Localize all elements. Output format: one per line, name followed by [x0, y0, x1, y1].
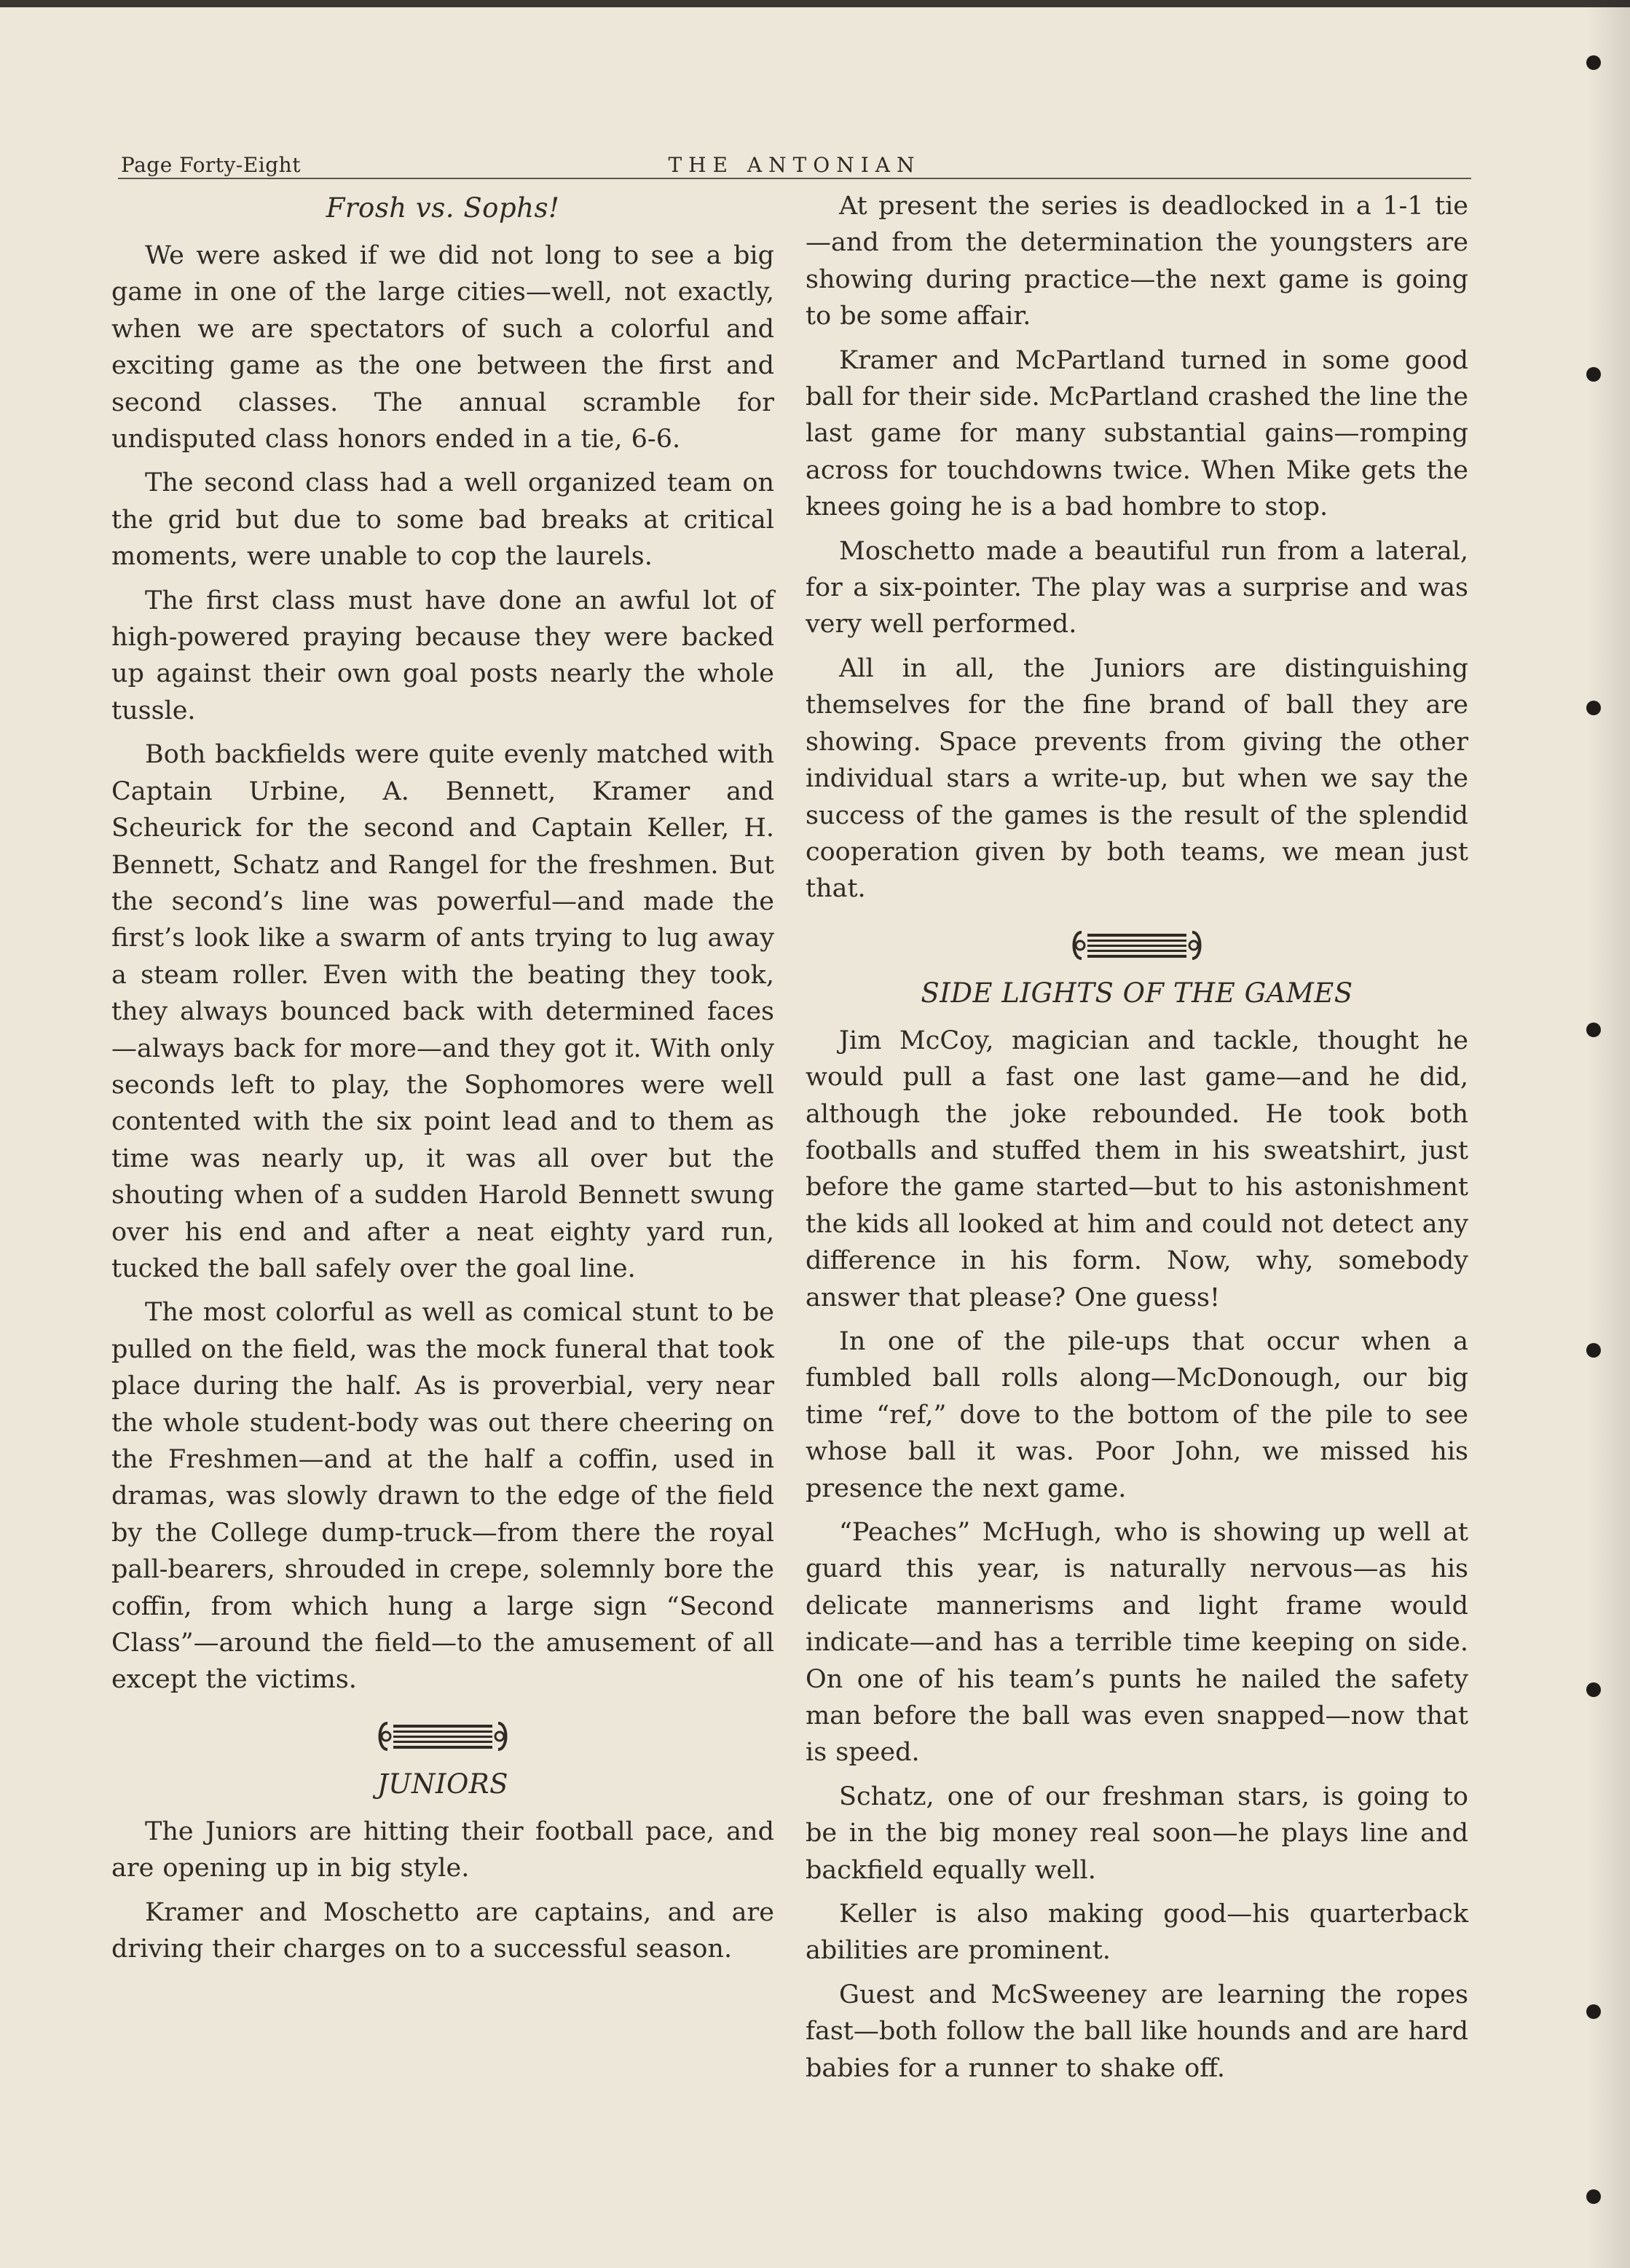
- article-paragraph: At present the series is deadlocked in a 1-1 tie—and from the determination the youngsters are showing during practice—the next game is going to be some affair.: [806, 192, 1468, 331]
- binding-hole: [1586, 1343, 1601, 1358]
- scan-page-edge-shadow: [1586, 0, 1630, 2268]
- article-paragraph: The first class must have done an awful lot of high-powered praying because they were backed up against their own goal posts nearly the whole tussle.: [111, 586, 774, 725]
- page-number-label: Page Forty-Eight: [121, 153, 301, 177]
- juniors-heading: JUNIORS: [377, 1768, 509, 1800]
- binding-hole: [1586, 701, 1601, 715]
- article-paragraph: Moschetto made a beautiful run from a lateral, for a six-pointer. The play was a surprise and was very well performed.: [806, 536, 1468, 639]
- article-paragraph: Jim McCoy, magician and tackle, thought he would pull a fast one last game—and he did, although the joke rebounded. He took both footballs and stuffed them in his sweatshirt, just before the game started—but to his astonishment the kids all looked at him and could not detect any difference in his form. Now, why, somebody answer that please? One guess!: [806, 1025, 1468, 1312]
- article-paragraph: The second class had a well organized team on the grid but due to some bad breaks at critical moments, were unable to cop the laurels.: [111, 468, 774, 572]
- article-paragraph: We were asked if we did not long to see a big game in one of the large cities—well, not exactly, when we are spectators of such a colorful and exciting game as the one between the first and second classes. The annual scramble for undisputed class honors ended in a tie, 6-6.: [111, 241, 774, 454]
- scroll-ornament-icon: [1066, 925, 1208, 966]
- frosh-vs-sophs-heading: Frosh vs. Sophs!: [326, 192, 560, 224]
- binding-hole: [1586, 55, 1601, 70]
- page-header: [118, 150, 1471, 176]
- article-paragraph: All in all, the Juniors are distinguishing themselves for the fine brand of ball they are showing. Space prevents from giving the other individual stars a write-up, but when we say the success of the games is the result of the splendid cooperation given by both teams, we mean just that.: [806, 653, 1468, 904]
- binding-hole: [1586, 2189, 1601, 2204]
- side-lights-heading: SIDE LIGHTS OF THE GAMES: [921, 977, 1353, 1009]
- article-paragraph: Guest and McSweeney are learning the ropes fast—both follow the ball like hounds and are hard babies for a runner to shake off.: [806, 1980, 1468, 2083]
- right-column: [806, 188, 1468, 2094]
- binding-hole: [1586, 1023, 1601, 1037]
- binding-hole: [1586, 1682, 1601, 1697]
- article-paragraph: Schatz, one of our freshman stars, is going to be in the big money real soon—he plays line and backfield equally well.: [806, 1781, 1468, 1885]
- article-paragraph: Kramer and McPartland turned in some good ball for their side. McPartland crashed the line the last game for many substantial gains—romping across for touchdowns twice. When Mike gets the knees going he is a bad hombre to stop.: [806, 345, 1468, 522]
- masthead-title: THE ANTONIAN: [668, 153, 921, 177]
- binding-hole: [1586, 367, 1601, 382]
- scan-top-edge: [0, 0, 1630, 7]
- article-paragraph: The most colorful as well as comical stunt to be pulled on the field, was the mock funeral that took place during the half. As is proverbial, very near the whole student-body was out there cheering on the Freshmen—and at the half a coffin, used in dramas, was slowly drawn to the edge of the field by the College dump-truck—from there the royal pall-bearers, shrouded in crepe, solemnly bore the coffin, from which hung a large sign “Second Class”—around the field—to the amusement of all except the victims.: [111, 1298, 774, 1695]
- article-paragraph: The Juniors are hitting their football pace, and are opening up in big style.: [111, 1816, 774, 1883]
- article-paragraph: Both backfields were quite evenly matched with Captain Urbine, A. Bennett, Kramer and Scheurick for the second and Captain Keller, H. Bennett, Schatz and Rangel for the freshmen. But the second’s line was powerful—and made the first’s look like a swarm of ants trying to lug away a steam roller. Even with the beating they took, they always bounced back with determined faces—always back for more—and they got it. With only seconds left to play, the Sophomores were well contented with the six point lead and to them as time was nearly up, it was all over but the shouting when of a sudden Harold Bennett swung over his end and after a neat eighty yard run, tucked the ball safely over the goal line.: [111, 740, 774, 1283]
- left-column: [111, 188, 774, 1974]
- header-rule: [118, 178, 1471, 179]
- article-paragraph: “Peaches” McHugh, who is showing up well at guard this year, is naturally nervous—as his delicate mannerisms and light frame would indicate—and has a terrible time keeping on side. On one of his team’s punts he nailed the safety man before the ball was even snapped—now that is speed.: [806, 1518, 1468, 1768]
- article-paragraph: Kramer and Moschetto are captains, and are driving their charges on to a successful season.: [111, 1897, 774, 1964]
- article-paragraph: Keller is also making good—his quarterback abilities are prominent.: [806, 1899, 1468, 1966]
- scroll-ornament-icon: [371, 1716, 514, 1757]
- article-paragraph: In one of the pile-ups that occur when a fumbled ball rolls along—McDonough, our big time “ref,” dove to the bottom of the pile to see whose ball it was. Poor John, we missed his presence the next game.: [806, 1326, 1468, 1503]
- binding-hole: [1586, 2004, 1601, 2019]
